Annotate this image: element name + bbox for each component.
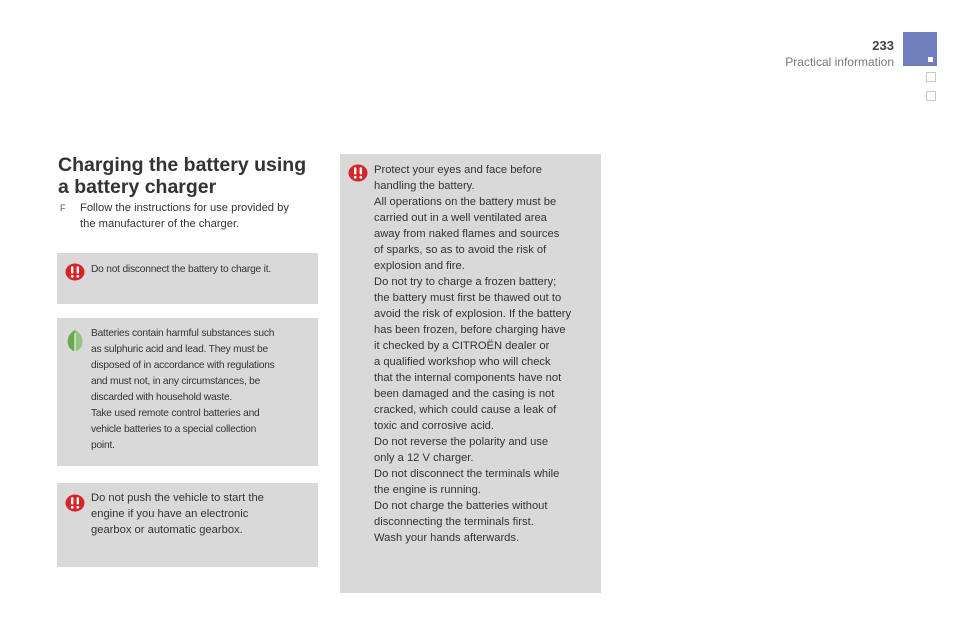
text-line: Do not charge the batteries without	[374, 500, 548, 512]
text-line: explosion and fire.	[374, 260, 465, 272]
text-line: All operations on the battery must be	[374, 196, 557, 208]
text-line: disposed of in accordance with regulations	[91, 360, 275, 371]
text-line: Do not try to charge a frozen battery;	[374, 276, 557, 288]
tab-marker	[928, 57, 933, 62]
instruction-item	[58, 200, 320, 232]
text-line: only a 12 V charger.	[374, 452, 474, 464]
text-line: gearbox or automatic gearbox.	[91, 524, 243, 536]
environment-text	[91, 326, 312, 454]
title-line: a battery charger	[58, 176, 217, 198]
text-line: that the internal components have not	[374, 372, 562, 384]
warning-icon	[65, 494, 85, 512]
text-line: and must not, in any circumstances, be	[91, 376, 261, 387]
text-line: Batteries contain harmful substances such	[91, 328, 275, 339]
text-line: point.	[91, 440, 115, 451]
text-line: Do not disconnect the terminals while	[374, 468, 560, 480]
warning-box-safety	[340, 154, 601, 593]
text-line: Take used remote control batteries and	[91, 408, 260, 419]
text-line: the manufacturer of the charger.	[80, 218, 240, 230]
text-line: Wash your hands afterwards.	[374, 532, 520, 544]
text-line: of sparks, so as to avoid the risk of	[374, 244, 547, 256]
section-tab[interactable]	[926, 72, 936, 82]
text-line: been damaged and the casing is not	[374, 388, 555, 400]
text-line: Do not reverse the polarity and use	[374, 436, 549, 448]
text-line: discarded with household waste.	[91, 392, 233, 403]
warning-box-push-start	[57, 483, 318, 567]
warning-box-disconnect	[57, 253, 318, 304]
text-line: handling the battery.	[374, 180, 475, 192]
warning-text	[91, 490, 310, 538]
text-line: the battery must first be thawed out to	[374, 292, 562, 304]
text-line: a qualified workshop who will check	[374, 356, 551, 368]
section-tab[interactable]	[926, 91, 936, 101]
page-title	[58, 154, 328, 198]
text-line: Protect your eyes and face before	[374, 164, 542, 176]
text-line: carried out in a well ventilated area	[374, 212, 547, 224]
warning-text	[91, 262, 310, 277]
text-line: engine if you have an electronic	[91, 508, 249, 520]
instruction-text	[80, 200, 320, 232]
text-line: Follow the instructions for use provided by	[80, 202, 289, 214]
warning-icon	[65, 263, 85, 281]
warning-icon	[348, 164, 368, 182]
title-line: Charging the battery using	[58, 154, 307, 176]
section-tab-active[interactable]	[903, 32, 937, 66]
leaf-icon	[65, 329, 85, 353]
bullet-icon: F	[60, 203, 66, 213]
text-line: toxic and corrosive acid.	[374, 420, 495, 432]
text-line: Do not push the vehicle to start the	[91, 492, 264, 504]
section-title: Practical information	[785, 55, 894, 69]
text-line: cracked, which could cause a leak of	[374, 404, 557, 416]
text-line: vehicle batteries to a special collection	[91, 424, 257, 435]
text-line: disconnecting the terminals first.	[374, 516, 534, 528]
text-line: the engine is running.	[374, 484, 481, 496]
environment-note-box	[57, 318, 318, 466]
text-line: away from naked flames and sources	[374, 228, 560, 240]
text-line: avoid the risk of explosion. If the battery	[374, 308, 572, 320]
text-line: as sulphuric acid and lead. They must be	[91, 344, 268, 355]
text-line: it checked by a CITROËN dealer or	[374, 340, 550, 352]
text-line: has been frozen, before charging have	[374, 324, 566, 336]
text-line: Do not disconnect the battery to charge it.	[91, 264, 271, 275]
warning-text	[374, 162, 595, 546]
page-number: 233	[872, 38, 894, 53]
